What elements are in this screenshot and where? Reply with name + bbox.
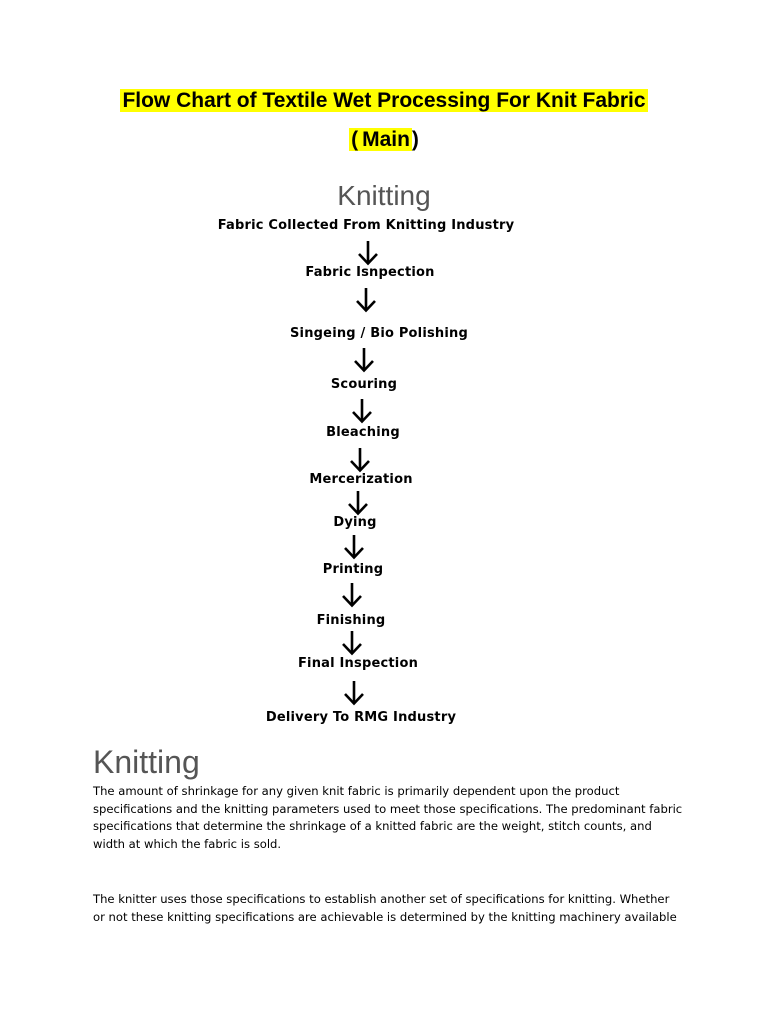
flow-step: Delivery To RMG Industry: [265, 710, 457, 725]
down-arrow-icon: [341, 630, 363, 656]
down-arrow-icon: [343, 534, 365, 560]
body-paragraph: The knitter uses those specifications to establish another set of specifications for knitting. Whether or not these knitting specifications are achievable is determined by the knitting machinery available: [93, 892, 677, 924]
document-title-line-1: [0, 86, 768, 116]
flow-step: Fabric Collected From Knitting Industry: [217, 218, 515, 233]
down-arrow-icon: [355, 287, 377, 313]
flow-step: Bleaching: [326, 425, 400, 440]
flow-step: Printing: [322, 562, 384, 577]
down-arrow-icon: [353, 347, 375, 373]
flow-step: Fabric Isnpection: [305, 265, 435, 280]
down-arrow-icon: [357, 240, 379, 266]
down-arrow-icon: [349, 447, 371, 473]
down-arrow-icon: [347, 490, 369, 516]
document-title-line-2: [0, 125, 768, 155]
title-open-paren: (: [351, 128, 359, 151]
flow-step: Scouring: [330, 377, 398, 392]
title-close-paren: ): [411, 128, 419, 151]
down-arrow-icon: [351, 398, 373, 424]
section-heading: Knitting: [93, 744, 200, 780]
body-paragraph: The amount of shrinkage for any given knit fabric is primarily dependent upon the product specifications and the knitting parameters used to meet those specifications. The predominant fabric specifications that determine the shrinkage of a knitted fabric are the weight, stitch counts, and width at which the fabric is sold.: [93, 784, 683, 851]
down-arrow-icon: [343, 680, 365, 706]
flow-step: Singeing / Bio Polishing: [289, 326, 469, 341]
flow-step: Final Inspection: [297, 656, 419, 671]
flow-step: Mercerization: [309, 472, 413, 487]
title-highlight: Flow Chart of Textile Wet Processing For Knit Fabric: [122, 89, 646, 112]
flowchart-heading: Knitting: [337, 180, 431, 211]
flow-step: Dying: [333, 515, 377, 530]
down-arrow-icon: [341, 582, 363, 608]
title-main-word: Main: [362, 128, 410, 151]
flow-step: Finishing: [316, 613, 386, 628]
